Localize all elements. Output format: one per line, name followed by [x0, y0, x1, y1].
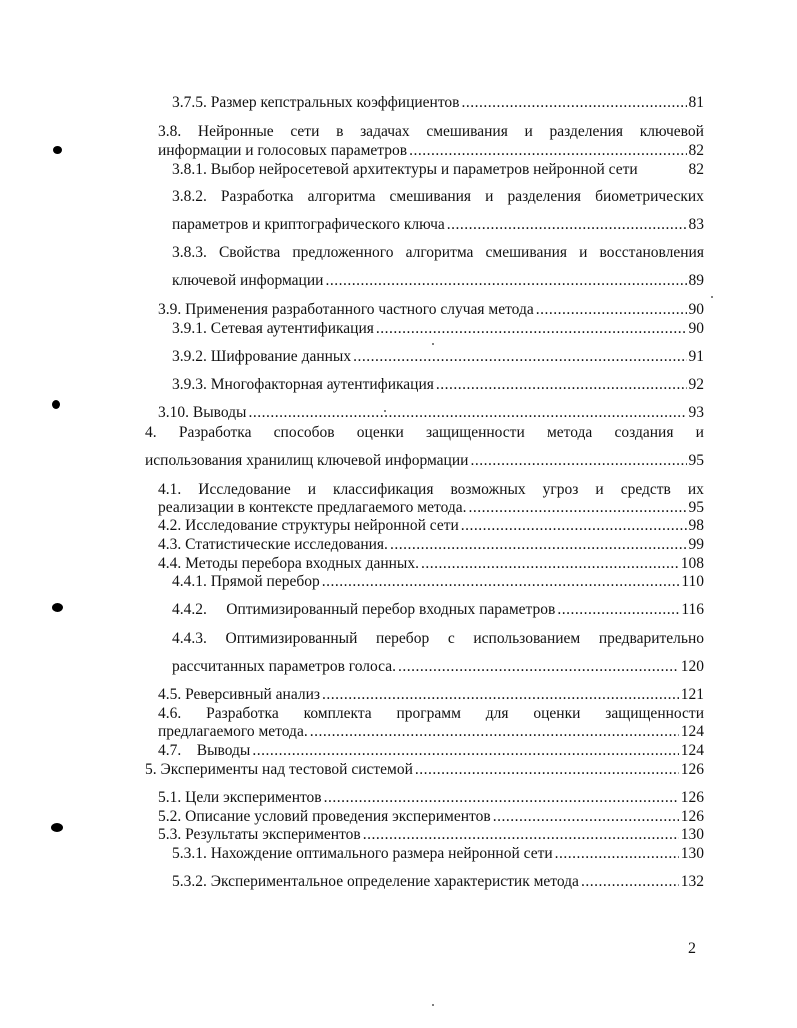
toc-entry-text: 3.9. Применения разработанного частного случая метода: [158, 301, 534, 318]
dot-leader: [461, 94, 686, 112]
toc-entry-page: 82: [688, 142, 704, 159]
dot-leader: [536, 301, 687, 319]
toc-entry: [158, 123, 704, 141]
toc-entry-page: 126: [680, 808, 704, 825]
toc-entry-continuation: [172, 272, 704, 290]
toc-entry-page: 108: [680, 555, 704, 572]
toc-word: с: [447, 630, 455, 647]
toc-entry: [158, 517, 704, 535]
toc-entry: [158, 742, 704, 760]
toc-entry-text: 4.4.1. Прямой перебор: [172, 573, 320, 590]
toc-entry-continuation: [158, 723, 704, 741]
toc-entry-page: 90: [688, 301, 704, 318]
toc-entry-page: 89: [688, 272, 704, 289]
toc-entry: [145, 424, 704, 442]
toc-entry-text: 3.9.3. Многофакторная аутентификация: [172, 376, 434, 393]
toc-word: Свойства: [218, 244, 281, 261]
toc-entry-page: 81: [688, 94, 704, 111]
toc-word: защищенности: [426, 424, 525, 441]
toc-word: 4.4.3.: [172, 630, 207, 647]
toc-entry-page: 93: [688, 404, 704, 421]
toc-word: смешивания: [485, 244, 568, 261]
toc-entry-text: 5. Эксперименты над тестовой системой: [145, 761, 413, 778]
toc-word: и: [579, 244, 588, 261]
toc-entry-text: 4.5. Реверсивный анализ: [158, 686, 320, 703]
toc-word: перебор: [376, 630, 430, 647]
dot-leader: [398, 658, 679, 676]
toc-word: способов: [273, 424, 335, 441]
toc-entry-text: ключевой информации: [172, 272, 324, 289]
toc-word: и: [524, 123, 533, 140]
dot-leader: [581, 873, 679, 891]
toc-entry: [158, 705, 704, 723]
toc-word: оценки: [533, 705, 581, 722]
toc-entry-continuation: [172, 216, 704, 234]
toc-word: классификация: [333, 481, 434, 498]
toc-entry-page: 124: [680, 723, 704, 740]
toc-entry-text: 3.9.1. Сетевая аутентификация: [172, 320, 374, 337]
dot-leader: [322, 686, 679, 704]
scan-speck: [711, 296, 713, 298]
toc-entry-text: 4.4. Методы перебора входных данных.: [158, 555, 419, 572]
dot-leader: [325, 272, 686, 290]
toc-entry-text: 5.1. Цели экспериментов: [158, 789, 322, 806]
dot-leader: [557, 601, 679, 619]
dot-leader: [252, 742, 678, 760]
toc-entry-page: 130: [680, 826, 704, 843]
toc-entry-text: 3.7.5. Размер кепстральных коэффициентов: [172, 94, 460, 111]
toc-word: угроз: [542, 481, 579, 498]
dot-leader: [409, 142, 686, 160]
toc-entry: [158, 536, 704, 554]
toc-word: 4.6.: [158, 705, 182, 722]
toc-word: Исследование: [198, 481, 291, 498]
toc-entry-continuation: [172, 658, 704, 676]
toc-word: средств: [620, 481, 671, 498]
toc-word: и: [485, 188, 494, 205]
dot-leader: [555, 845, 679, 863]
toc-entry-page: 132: [680, 873, 704, 890]
toc-entry: [158, 301, 704, 319]
toc-entry-page: 110: [681, 573, 704, 590]
toc-word: задачах: [360, 123, 410, 140]
toc-word: программ: [396, 705, 461, 722]
dot-leader: [390, 536, 687, 554]
toc-entry: [172, 94, 704, 112]
dot-leader: [415, 761, 679, 779]
scan-mark: [51, 823, 63, 832]
toc-entry: [172, 244, 704, 262]
toc-entry-page: 82: [688, 161, 704, 178]
dot-leader: [353, 348, 686, 366]
toc-word: предварительно: [598, 630, 704, 647]
toc-word: 3.8.: [158, 123, 182, 140]
toc-word: оценки: [356, 424, 404, 441]
dot-leader: [421, 555, 679, 573]
toc-entry-text: 4.3. Статистические исследования.: [158, 536, 388, 553]
toc-entry-text: 5.2. Описание условий проведения экспериментов: [158, 808, 491, 825]
dot-leader: [376, 320, 687, 338]
toc-word: смешивания: [426, 123, 508, 140]
toc-entry: [172, 376, 704, 394]
toc-word: защищенности: [605, 705, 704, 722]
toc-entry-page: 91: [688, 348, 704, 365]
toc-word: и: [695, 424, 704, 441]
toc-entry: [172, 348, 704, 366]
scan-speck: [384, 410, 386, 412]
toc-word: создания: [614, 424, 674, 441]
toc-word: 3.8.2.: [172, 188, 207, 205]
toc-entry: [172, 188, 704, 206]
toc-entry: [158, 686, 704, 704]
toc-entry: [158, 826, 704, 844]
scan-speck: [432, 1004, 434, 1006]
toc-entry: [172, 845, 704, 863]
toc-word: разделения: [549, 123, 624, 140]
toc-word: их: [687, 481, 704, 498]
toc-entry-text: 5.3.1. Нахождение оптимального размера нейронной сети: [172, 845, 553, 862]
toc-word: использованием: [473, 630, 581, 647]
toc-word: Разработка: [178, 424, 252, 441]
toc-word: Разработка: [220, 188, 294, 205]
toc-entry-page: 98: [688, 517, 704, 534]
toc-entry: [158, 404, 704, 422]
scan-mark: [52, 400, 60, 409]
toc-word: и: [595, 481, 604, 498]
toc-entry-page: 92: [688, 376, 704, 393]
toc-word: алгоритма: [307, 188, 376, 205]
toc-entry-page: 90: [688, 320, 704, 337]
toc-word: предложенного: [292, 244, 394, 261]
toc-word: Оптимизированный: [225, 630, 358, 647]
dot-leader: [310, 723, 679, 741]
toc-word: алгоритма: [405, 244, 474, 261]
toc-entry-page: 95: [688, 499, 704, 516]
toc-word: биометрических: [595, 188, 704, 205]
toc-entry-page: 83: [688, 216, 704, 233]
toc-entry-page: 130: [680, 845, 704, 862]
dot-leader: [461, 517, 687, 535]
toc-entry-page: 126: [680, 789, 704, 806]
page-number: 2: [688, 940, 696, 957]
toc-entry: [158, 555, 704, 573]
toc-entry: [172, 320, 704, 338]
toc-word: в: [336, 123, 344, 140]
toc-word: сети: [290, 123, 320, 140]
toc-word: Разработка: [206, 705, 279, 722]
toc-word: комплекта: [303, 705, 372, 722]
toc-word: метода: [546, 424, 593, 441]
toc-entry-text: предлагаемого метода.: [158, 723, 308, 740]
toc-entry-page: 95: [688, 452, 704, 469]
scan-speck: [432, 343, 434, 345]
toc-entry-continuation: [158, 499, 704, 517]
toc-word: возможных: [450, 481, 526, 498]
toc-word: 3.8.3.: [172, 244, 207, 261]
toc-entry-continuation: [145, 452, 704, 470]
toc-word: восстановления: [599, 244, 704, 261]
toc-word: смешивания: [389, 188, 472, 205]
dot-leader: [469, 499, 687, 517]
scan-mark: [53, 146, 62, 154]
toc-entry-page: 126: [680, 761, 704, 778]
toc-entry-page: 124: [680, 742, 704, 759]
toc-entry-text: 3.9.2. Шифрование данных: [172, 348, 352, 365]
dot-leader: [322, 573, 680, 591]
toc-entry-text: 4.7. Выводы: [158, 742, 251, 759]
toc-word: 4.1.: [158, 481, 182, 498]
toc-entry-text: реализации в контексте предлагаемого метода.: [158, 499, 467, 516]
dot-leader: [324, 789, 679, 807]
toc-entry-page: 120: [680, 658, 704, 675]
toc-entry-text: 5.3.2. Экспериментальное определение характеристик метода: [172, 873, 579, 890]
toc-entry: [158, 481, 704, 499]
scan-mark: [52, 603, 63, 612]
toc-word: Нейронные: [197, 123, 274, 140]
toc-word: ключевой: [639, 123, 704, 140]
toc-entry: [172, 161, 704, 179]
dot-leader: [248, 404, 686, 422]
dot-leader: [436, 376, 687, 394]
toc-entry-text: 3.8.1. Выбор нейросетевой архитектуры и параметров нейронной сети: [172, 161, 638, 178]
toc-entry: [145, 761, 704, 779]
dot-leader: [447, 216, 687, 234]
dot-leader: [470, 452, 686, 470]
toc-entry: [158, 789, 704, 807]
toc-entry-text: 5.3. Результаты экспериментов: [158, 826, 361, 843]
toc-entry-page: 99: [688, 536, 704, 553]
toc-entry-page: 121: [680, 686, 704, 703]
dot-leader: [493, 808, 679, 826]
toc-word: для: [485, 705, 509, 722]
toc-entry-text: использования хранилищ ключевой информации: [145, 452, 469, 469]
toc-word: 4.: [145, 424, 157, 441]
toc-entry: [172, 573, 704, 591]
toc-entry: [172, 601, 704, 619]
dot-leader: [363, 826, 679, 844]
toc-entry-page: 116: [681, 601, 704, 618]
toc-entry: [172, 873, 704, 891]
toc-word: и: [307, 481, 317, 498]
toc-entry-continuation: [158, 142, 704, 160]
toc-entry: [158, 808, 704, 826]
toc-word: разделения: [507, 188, 582, 205]
toc-entry-text: рассчитанных параметров голоса.: [172, 658, 397, 675]
toc-entry-text: 4.2. Исследование структуры нейронной сети: [158, 517, 459, 534]
toc-entry-text: информации и голосовых параметров: [158, 142, 408, 159]
toc-entry-text: 3.10. Выводы: [158, 404, 247, 421]
toc-entry-text: 4.4.2. Оптимизированный перебор входных параметров: [172, 601, 556, 618]
toc-entry: [172, 630, 704, 648]
toc-entry-text: параметров и криптографического ключа: [172, 216, 445, 233]
